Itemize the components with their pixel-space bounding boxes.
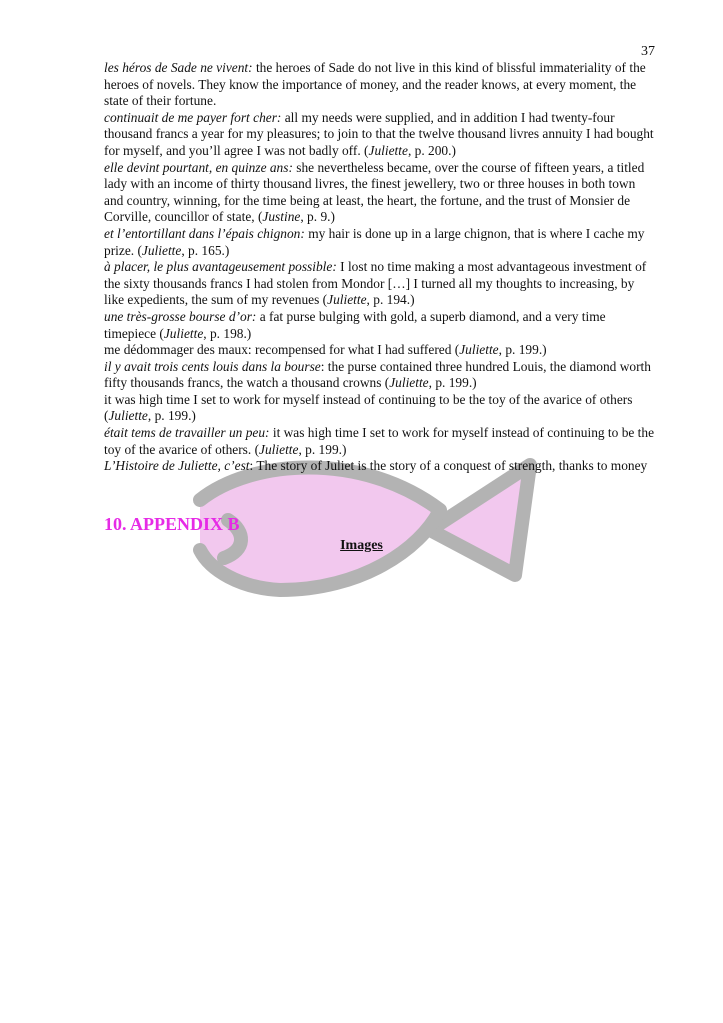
source-title: Juliette: [163, 325, 204, 341]
french-phrase: les héros de Sade ne vivent:: [104, 60, 253, 75]
french-phrase: une très-grosse bourse d’or:: [104, 308, 257, 324]
translation: the heroes of Sade do not live in this kind of blissful immateriality of the heroes of novels. They know the importance of money, and the reader knows, at every moment, the state of their fortune.: [104, 60, 646, 109]
french-phrase: était tems de travailler un peu:: [104, 425, 270, 441]
source-title: Juliette: [327, 292, 367, 308]
source-title: Juliette: [368, 142, 408, 158]
page-reference: , p. 199.): [298, 441, 347, 457]
note-entry: [104, 458, 656, 475]
page-reference: , p. 194.): [366, 292, 415, 308]
translation: : The story of Juliet is the story of a conquest of strength, thanks to money: [249, 458, 648, 474]
french-phrase: L’Histoire de Juliette, c’est: [104, 458, 250, 474]
translation: she nevertheless became, over the course of fifteen years, a titled lady with an income of thirty thousand livres, the finest jewellery, two or three houses in both town and country, winning, for the time being at least, the heart, the fortune, and the trust of Monsier de Corville, councillor of state, (: [104, 159, 645, 225]
page-reference: , p. 165.): [181, 242, 230, 258]
note-entry: [104, 160, 656, 226]
appendix-subheading: Images: [340, 538, 383, 553]
note-entry: [104, 425, 656, 458]
french-phrase: à placer, le plus avantageusement possible:: [104, 259, 337, 275]
french-phrase: elle devint pourtant, en quinze ans:: [104, 159, 293, 175]
note-entry: [104, 392, 656, 425]
translation: a fat purse bulging with gold, a superb diamond, and a very time timepiece (: [104, 308, 606, 341]
appendix-heading: 10. APPENDIX B: [104, 514, 240, 534]
note-entry: [104, 110, 656, 160]
source-title: Juliette: [259, 441, 299, 457]
source-title: Juliette: [108, 408, 148, 424]
note-entry: [104, 359, 656, 392]
page-reference: , p. 199.): [498, 342, 547, 358]
page-reference: , p. 199.): [147, 408, 196, 424]
source-title: Juliette: [389, 375, 429, 391]
note-entry: [104, 309, 656, 342]
source-title: Juliette: [141, 242, 182, 258]
source-title: Justine: [262, 209, 301, 225]
note-entry: [104, 226, 656, 259]
note-entry: [104, 342, 656, 359]
translation: it was high time I set to work for myself instead of continuing to be the toy of the avarice of others. (: [104, 425, 655, 457]
french-phrase: continuait de me payer fort cher:: [104, 109, 282, 125]
translation: it was high time I set to work for myself instead of continuing to be the toy of the avarice of others (: [104, 391, 633, 424]
page-reference: , p. 200.): [407, 142, 456, 158]
translation: all my needs were supplied, and in addition I had twenty-four thousand francs a year for my pleasures; to join to that the twelve thousand livres annuity I had bought for myself, and you’ll agree I was not badly off. (: [104, 109, 654, 158]
note-entry: [104, 60, 656, 110]
translation: I lost no time making a most advantageous investment of the sixty thousands francs I had stolen from Mondor […] I turned all my thoughts to increasing, by like expedients, the sum of my revenues (: [104, 259, 647, 308]
translation: : the purse contained three hundred Louis, the diamond worth fifty thousands francs, the watch a thousand crowns (: [104, 358, 651, 391]
translation: my hair is done up in a large chignon, that is where I cache my prize. (: [104, 225, 645, 258]
page-reference: , p. 198.): [203, 325, 252, 341]
page-reference: , p. 9.): [300, 209, 335, 225]
source-title: Juliette: [459, 342, 499, 358]
french-phrase: il y avait trois cents louis dans la bourse: [104, 358, 321, 374]
page-reference: , p. 199.): [428, 375, 477, 391]
page-number: 37: [641, 44, 655, 59]
glossary-notes: [104, 60, 656, 475]
french-phrase: et l’entortillant dans l’épais chignon:: [104, 225, 305, 241]
note-entry: [104, 259, 656, 309]
french-phrase: me dédommager des maux: recompensed for what I had suffered (: [104, 342, 460, 358]
